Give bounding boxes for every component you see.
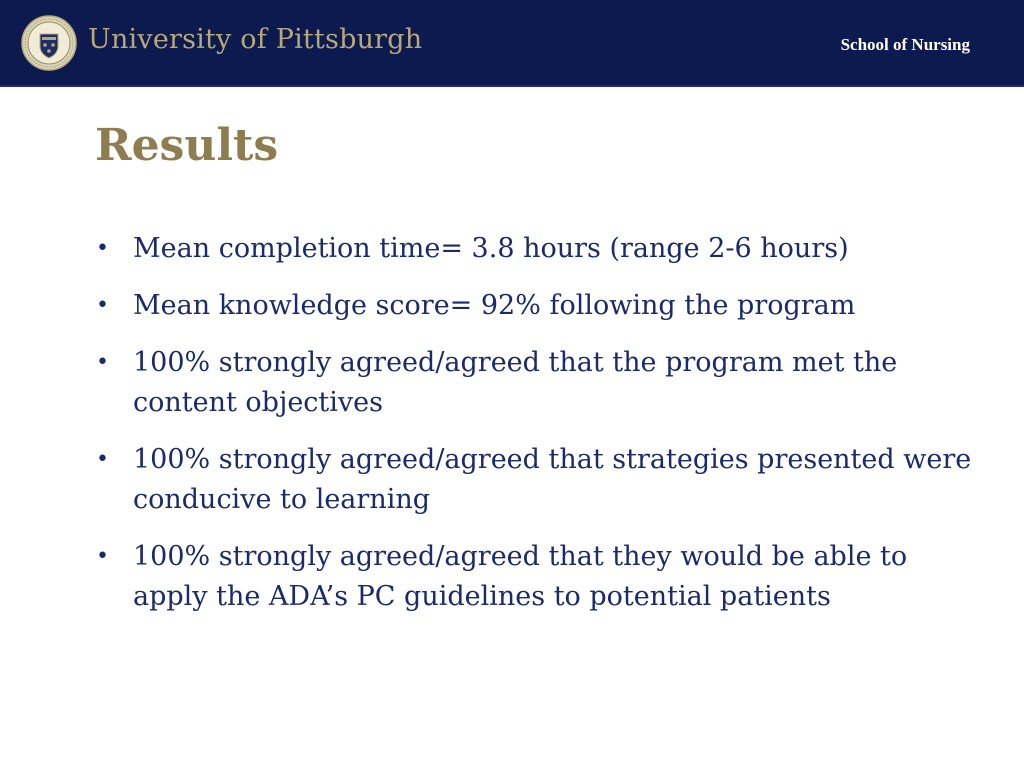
- list-item: [96, 440, 976, 520]
- school-name: School of Nursing: [840, 35, 970, 54]
- bullet-icon: •: [96, 236, 109, 261]
- university-seal-icon: [21, 15, 77, 71]
- results-list: [96, 229, 976, 634]
- bullet-icon: •: [96, 544, 109, 569]
- list-item: [96, 343, 976, 423]
- header-bar: [0, 0, 1024, 87]
- university-wordmark: University of Pittsburgh: [88, 24, 423, 55]
- bullet-text: 100% strongly agreed/agreed that strategies presented were conducive to learning: [133, 444, 972, 515]
- bullet-text: 100% strongly agreed/agreed that they would be able to apply the ADA’s PC guidelines to potential patients: [133, 541, 908, 612]
- bullet-icon: •: [96, 447, 109, 472]
- list-item: [96, 537, 976, 617]
- list-item: [96, 229, 976, 269]
- bullet-text: Mean knowledge score= 92% following the program: [133, 290, 856, 321]
- bullet-text: 100% strongly agreed/agreed that the program met the content objectives: [133, 347, 898, 418]
- bullet-text: Mean completion time= 3.8 hours (range 2-6 hours): [133, 233, 849, 264]
- list-item: [96, 286, 976, 326]
- bullet-icon: •: [96, 350, 109, 375]
- slide-title: Results: [95, 120, 279, 171]
- bullet-icon: •: [96, 293, 109, 318]
